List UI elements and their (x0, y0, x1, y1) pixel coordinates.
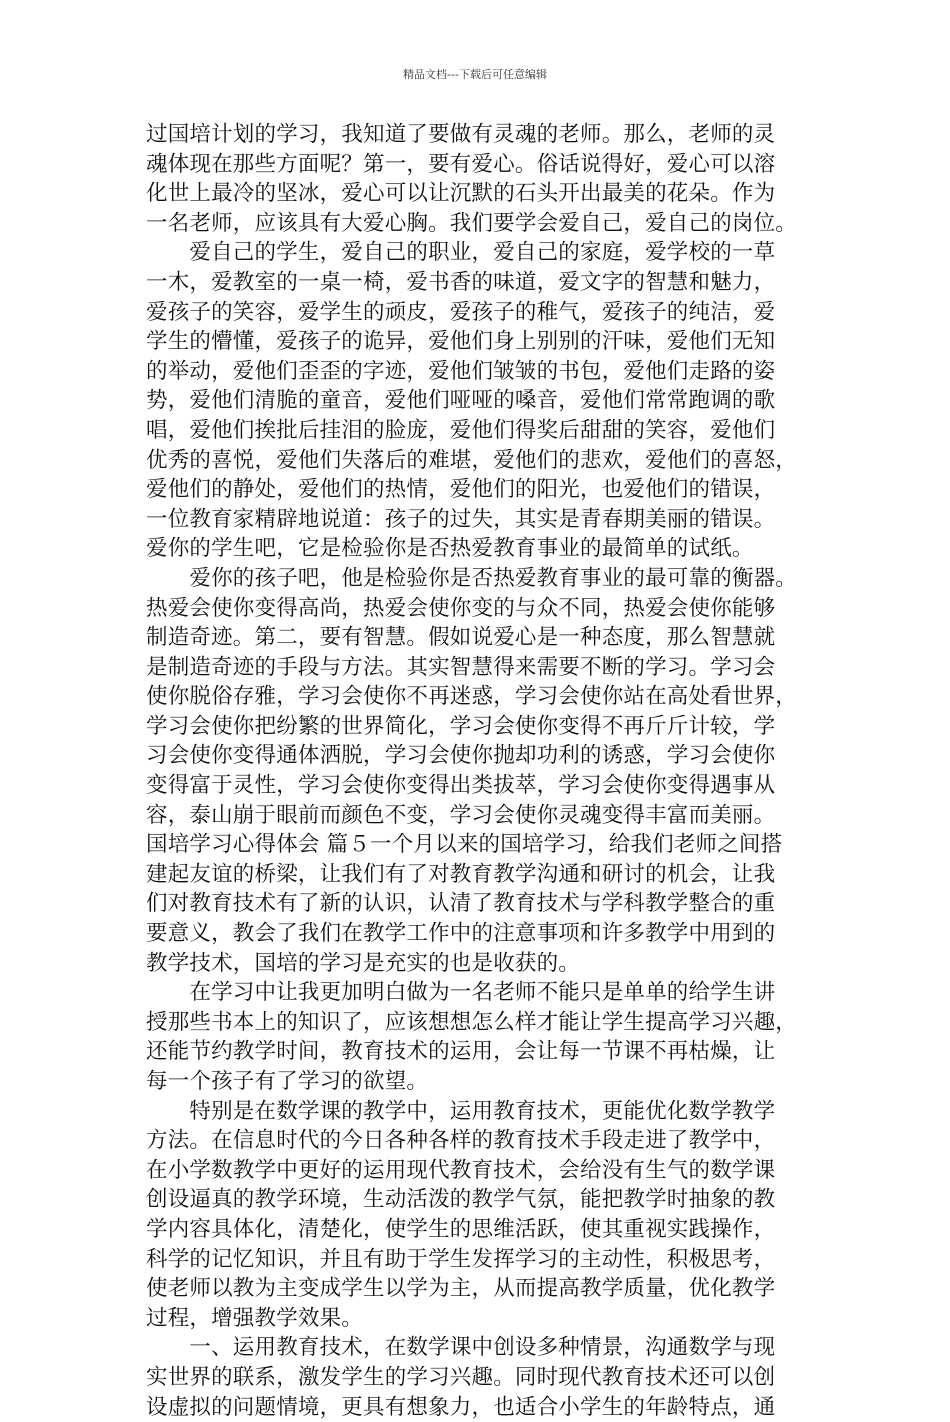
text-line: 一位教育家精辟地说道：孩子的过失，其实是青春期美丽的错误。 (146, 506, 776, 532)
document-body (146, 120, 818, 1422)
text-line: 学生的懵懂，爱孩子的诡异，爱他们身上别别的汗味，爱他们无知 (146, 329, 776, 355)
text-line: 创设逼真的教学环境，生动活泼的教学气氛，能把教学时抽象的教 (146, 1187, 776, 1213)
text-line: 爱自己的学生，爱自己的职业，爱自己的家庭，爱学校的一草 (146, 240, 776, 266)
page-header: 精品文档---下载后可任意编辑 (403, 68, 547, 81)
text-line: 方法。在信息时代的今日各种各样的教育技术手段走进了教学中， (146, 1128, 776, 1154)
text-line: 每一个孩子有了学习的欲望。 (146, 1069, 429, 1094)
text-line: 设虚拟的问题情境，更具有想象力，也适合小学生的年龄特点，通 (146, 1394, 776, 1420)
text-line: 实世界的联系，激发学生的学习兴趣。同时现代教育技术还可以创 (146, 1364, 776, 1390)
text-line: 热爱会使你变得高尚，热爱会使你变的与众不同，热爱会使你能够 (146, 595, 776, 621)
text-line: 势，爱他们清脆的童音，爱他们哑哑的嗓音，爱他们常常跑调的歌 (146, 388, 776, 414)
text-line: 优秀的喜悦，爱他们失落后的难堪，爱他们的悲欢，爱他们的喜怒， (146, 447, 798, 473)
text-line: 在学习中让我更加明白做为一名老师不能只是单单的给学生讲 (146, 980, 776, 1006)
text-line: 唱，爱他们挨批后挂泪的脸庞，爱他们得奖后甜甜的笑容，爱他们 (146, 417, 776, 443)
text-line: 教学技术，国培的学习是充实的也是收获的。 (146, 950, 581, 976)
text-line: 魂体现在那些方面呢？第一，要有爱心。俗话说得好，爱心可以溶 (146, 151, 776, 177)
text-line: 爱他们的静处，爱他们的热情，爱他们的阳光，也爱他们的错误， (146, 477, 776, 503)
text-line: 的举动，爱他们歪歪的字迹，爱他们皱皱的书包，爱他们走路的姿 (146, 358, 776, 384)
text-line: 一、运用教育技术，在数学课中创设多种情景，沟通数学与现 (146, 1335, 776, 1361)
text-line: 还能节约教学时间，教育技术的运用，会让每一节课不再枯燥，让 (146, 1039, 776, 1065)
text-line: 授那些书本上的知识了，应该想想怎么样才能让学生提高学习兴趣， (146, 1009, 798, 1035)
text-line: 爱你的孩子吧，他是检验你是否热爱教育事业的最可靠的衡器。 (146, 565, 798, 591)
text-line: 们对教育技术有了新的认识，认清了教育技术与学科教学整合的重 (146, 891, 776, 917)
text-line: 科学的记忆知识，并且有助于学生发挥学习的主动性，积极思考， (146, 1246, 776, 1272)
text-line: 学习会使你把纷繁的世界简化，学习会使你变得不再斤斤计较，学 (146, 713, 776, 739)
text-line: 过程，增强教学效果。 (146, 1305, 364, 1331)
text-line: 学内容具体化，清楚化，使学生的思维活跃，使其重视实践操作， (146, 1216, 776, 1242)
text-line: 是制造奇迹的手段与方法。其实智慧得来需要不断的学习。学习会 (146, 654, 776, 680)
text-line: 一名老师，应该具有大爱心胸。我们要学会爱自己，爱自己的岗位。 (146, 210, 798, 236)
text-line: 容，泰山崩于眼前而颜色不变，学习会使你灵魂变得丰富而美丽。 (146, 802, 776, 828)
text-line: 建起友谊的桥梁，让我们有了对教育教学沟通和研讨的机会，让我 (146, 861, 776, 887)
text-line: 制造奇迹。第二，要有智慧。假如说爱心是一种态度，那么智慧就 (146, 625, 776, 651)
text-line: 爱你的学生吧，它是检验你是否热爱教育事业的最简单的试纸。 (146, 536, 754, 562)
text-line: 化世上最冷的坚冰，爱心可以让沉默的石头开出最美的花朵。作为 (146, 181, 776, 207)
text-line: 一木，爱教室的一桌一椅，爱书香的味道，爱文字的智慧和魅力， (146, 269, 776, 295)
text-line: 过国培计划的学习，我知道了要做有灵魂的老师。那么，老师的灵 (146, 122, 776, 147)
text-line: 在小学数教学中更好的运用现代教育技术，会给没有生气的数学课 (146, 1157, 776, 1183)
text-line: 国培学习心得体会 篇５一个月以来的国培学习，给我们老师之间搭 (146, 832, 783, 858)
text-line: 要意义，教会了我们在教学工作中的注意事项和许多教学中用到的 (146, 921, 776, 947)
text-line: 特别是在数学课的教学中，运用教育技术，更能优化数学教学 (146, 1098, 776, 1124)
text-line: 使老师以教为主变成学生以学为主，从而提高教学质量，优化教学 (146, 1276, 776, 1302)
text-line: 爱孩子的笑容，爱学生的顽皮，爱孩子的稚气，爱孩子的纯洁，爱 (146, 299, 776, 325)
text-line: 变得富于灵性，学习会使你变得出类拔萃，学习会使你变得遇事从 (146, 773, 776, 799)
text-line: 习会使你变得通体洒脱，学习会使你抛却功利的诱惑，学习会使你 (146, 743, 776, 769)
text-line: 使你脱俗存雅，学习会使你不再迷惑，学习会使你站在高处看世界， (146, 684, 798, 710)
